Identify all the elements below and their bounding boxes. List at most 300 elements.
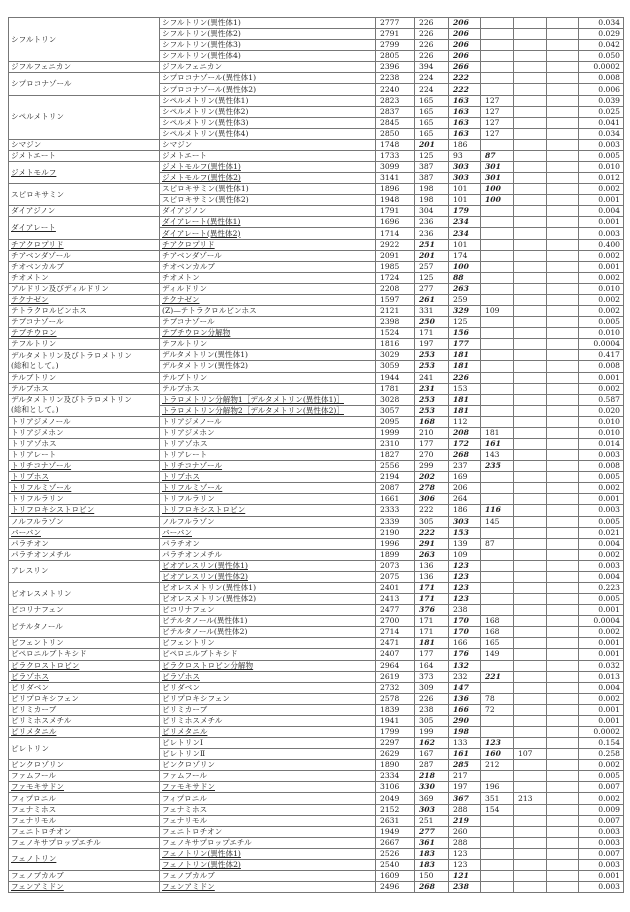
analyte-name: バーバン bbox=[160, 527, 376, 538]
ion-mz: 285 bbox=[449, 760, 481, 771]
retention-index: 2629 bbox=[376, 749, 415, 760]
value: 0.002 bbox=[579, 306, 624, 317]
ion-mz bbox=[481, 416, 514, 427]
analyte-name: フェナリモル bbox=[160, 815, 376, 826]
ion-mz bbox=[547, 339, 579, 350]
analyte-name: シフルトリン(異性体1) bbox=[160, 18, 376, 29]
ion-mz: 301 bbox=[481, 162, 514, 173]
analyte-name: テフルトリン bbox=[160, 339, 376, 350]
retention-index: 1839 bbox=[376, 704, 415, 715]
table-row bbox=[9, 516, 624, 527]
ion-mz bbox=[547, 859, 579, 870]
compound-name bbox=[9, 538, 160, 549]
ion-mz bbox=[481, 815, 514, 826]
ion-mz: 277 bbox=[415, 283, 449, 294]
value: 0.003 bbox=[579, 450, 624, 461]
ion-mz: 219 bbox=[449, 815, 481, 826]
ion-mz: 288 bbox=[449, 837, 481, 848]
compound-name-text: ビンクロゾリン bbox=[11, 760, 65, 770]
ion-mz bbox=[481, 40, 514, 51]
ion-mz bbox=[514, 715, 547, 726]
ion-mz bbox=[547, 405, 579, 416]
ion-mz bbox=[514, 804, 547, 815]
ion-mz: 206 bbox=[449, 483, 481, 494]
value: 0.034 bbox=[579, 128, 624, 139]
value: 0.008 bbox=[579, 461, 624, 472]
retention-index: 2799 bbox=[376, 40, 415, 51]
analyte-name: ピラクロストロビン分解物 bbox=[160, 660, 376, 671]
compound-name bbox=[9, 272, 160, 283]
analyte-name: フェニトロチオン bbox=[160, 826, 376, 837]
table-row bbox=[9, 139, 624, 150]
compound-name-text: トリアゾホス bbox=[11, 439, 57, 448]
ion-mz: 212 bbox=[481, 760, 514, 771]
ion-mz bbox=[547, 671, 579, 682]
analyte-name: トリアゾホス bbox=[160, 438, 376, 449]
ion-mz bbox=[514, 438, 547, 449]
ion-mz bbox=[547, 372, 579, 383]
ion-mz: 127 bbox=[481, 128, 514, 139]
ion-mz bbox=[514, 62, 547, 73]
retention-index: 2398 bbox=[376, 317, 415, 328]
ion-mz bbox=[547, 239, 579, 250]
ion-mz bbox=[514, 605, 547, 616]
retention-index: 2667 bbox=[376, 837, 415, 848]
compound-name-text: ピリプロキシフェン bbox=[11, 693, 79, 703]
analyte-name: ファムフール bbox=[160, 771, 376, 782]
ion-mz: 147 bbox=[449, 682, 481, 693]
retention-index: 2526 bbox=[376, 848, 415, 859]
compound-name-text: トリフルラリン bbox=[11, 494, 64, 504]
ion-mz: 145 bbox=[481, 516, 514, 527]
ion-mz bbox=[547, 228, 579, 239]
compound-name bbox=[9, 660, 160, 671]
ion-mz bbox=[514, 638, 547, 649]
table-row bbox=[9, 793, 624, 804]
value: 0.004 bbox=[579, 206, 624, 217]
ion-mz: 163 bbox=[449, 128, 481, 139]
ion-mz: 198 bbox=[415, 195, 449, 206]
ion-mz: 181 bbox=[449, 361, 481, 372]
table-row bbox=[9, 582, 624, 593]
compound-name bbox=[9, 438, 160, 449]
ion-mz: 351 bbox=[481, 793, 514, 804]
compound-name-text: フェニトロチオン bbox=[11, 826, 72, 836]
ion-mz: 226 bbox=[415, 693, 449, 704]
table-row bbox=[9, 350, 624, 361]
analyte-name: トリアジメノール bbox=[160, 416, 376, 427]
value: 0.001 bbox=[579, 494, 624, 505]
retention-index: 1941 bbox=[376, 715, 415, 726]
analyte-name: シフルトリン(異性体4) bbox=[160, 51, 376, 62]
ion-mz bbox=[547, 793, 579, 804]
ion-mz bbox=[547, 826, 579, 837]
ion-mz: 224 bbox=[415, 84, 449, 95]
ion-mz: 278 bbox=[415, 483, 449, 494]
ion-mz: 87 bbox=[481, 538, 514, 549]
retention-index: 1827 bbox=[376, 450, 415, 461]
retention-index: 2208 bbox=[376, 283, 415, 294]
value: 0.006 bbox=[579, 84, 624, 95]
ion-mz bbox=[481, 715, 514, 726]
ion-mz: 132 bbox=[449, 660, 481, 671]
ion-mz bbox=[547, 73, 579, 84]
ion-mz bbox=[514, 139, 547, 150]
compound-name bbox=[9, 150, 160, 161]
ion-mz bbox=[481, 848, 514, 859]
ion-mz: 303 bbox=[415, 804, 449, 815]
retention-index: 2095 bbox=[376, 416, 415, 427]
compound-name-text: ピコリナフェン bbox=[11, 605, 64, 615]
compound-name bbox=[9, 139, 160, 150]
value: 0.010 bbox=[579, 427, 624, 438]
value: 0.042 bbox=[579, 40, 624, 51]
value: 0.041 bbox=[579, 117, 624, 128]
ion-mz bbox=[514, 283, 547, 294]
table-row bbox=[9, 771, 624, 782]
value: 0.002 bbox=[579, 272, 624, 283]
analyte-name: ピリミホスメチル bbox=[160, 715, 376, 726]
ion-mz: 165 bbox=[415, 95, 449, 106]
compound-name bbox=[9, 73, 160, 95]
value: 0.001 bbox=[579, 605, 624, 616]
retention-index: 2407 bbox=[376, 649, 415, 660]
table-row bbox=[9, 162, 624, 173]
retention-index: 2845 bbox=[376, 117, 415, 128]
ion-mz: 361 bbox=[415, 837, 449, 848]
ion-mz bbox=[547, 727, 579, 738]
retention-index: 1781 bbox=[376, 383, 415, 394]
ion-mz bbox=[547, 18, 579, 29]
ion-mz bbox=[481, 339, 514, 350]
compound-name bbox=[9, 328, 160, 339]
analyte-name: シペルメトリン(異性体2) bbox=[160, 106, 376, 117]
value: 0.008 bbox=[579, 361, 624, 372]
ion-mz: 181 bbox=[415, 638, 449, 649]
ion-mz bbox=[547, 328, 579, 339]
retention-index: 1890 bbox=[376, 760, 415, 771]
ion-mz bbox=[547, 383, 579, 394]
ion-mz: 304 bbox=[415, 206, 449, 217]
analyte-name: トリアレート bbox=[160, 450, 376, 461]
retention-index: 2837 bbox=[376, 106, 415, 117]
ion-mz bbox=[514, 261, 547, 272]
ion-mz bbox=[547, 693, 579, 704]
ion-mz: 331 bbox=[415, 306, 449, 317]
ion-mz: 78 bbox=[481, 693, 514, 704]
ion-mz: 161 bbox=[481, 438, 514, 449]
ion-mz: 376 bbox=[415, 605, 449, 616]
compound-name-text: パラチオン bbox=[11, 538, 49, 548]
value: 0.001 bbox=[579, 704, 624, 715]
ion-mz bbox=[514, 616, 547, 627]
ion-mz bbox=[481, 594, 514, 605]
analyte-name: ビテルタノール(異性体2) bbox=[160, 627, 376, 638]
ion-mz: 234 bbox=[449, 217, 481, 228]
ion-mz bbox=[481, 317, 514, 328]
analyte-name: ノルフルラゾン bbox=[160, 516, 376, 527]
ion-mz: 127 bbox=[481, 117, 514, 128]
ion-mz: 171 bbox=[415, 582, 449, 593]
ion-mz: 221 bbox=[481, 671, 514, 682]
ion-mz: 171 bbox=[415, 594, 449, 605]
ion-mz bbox=[514, 582, 547, 593]
compound-name-text: テクナゼン bbox=[11, 294, 49, 304]
ion-mz bbox=[547, 450, 579, 461]
ion-mz bbox=[514, 361, 547, 372]
ion-mz bbox=[514, 815, 547, 826]
ion-mz: 226 bbox=[415, 51, 449, 62]
ion-mz: 170 bbox=[449, 627, 481, 638]
ion-mz bbox=[514, 782, 547, 793]
compound-name bbox=[9, 95, 160, 139]
ion-mz bbox=[514, 51, 547, 62]
compound-name-text: トリアジメノール bbox=[11, 416, 71, 426]
table-row bbox=[9, 538, 624, 549]
pesticide-table bbox=[8, 17, 624, 893]
ion-mz bbox=[547, 40, 579, 51]
value: 0.005 bbox=[579, 317, 624, 328]
ion-mz: 166 bbox=[449, 638, 481, 649]
table-row bbox=[9, 505, 624, 516]
ion-mz: 288 bbox=[449, 804, 481, 815]
retention-index: 3057 bbox=[376, 405, 415, 416]
analyte-name: デルタメトリン(異性体2) bbox=[160, 361, 376, 372]
value: 0.0002 bbox=[579, 62, 624, 73]
compound-name bbox=[9, 848, 160, 870]
ion-mz bbox=[481, 549, 514, 560]
analyte-name: ピリメタニル bbox=[160, 727, 376, 738]
retention-index: 1985 bbox=[376, 261, 415, 272]
ion-mz: 305 bbox=[415, 715, 449, 726]
retention-index: 2791 bbox=[376, 29, 415, 40]
ion-mz bbox=[514, 150, 547, 161]
ion-mz: 277 bbox=[415, 826, 449, 837]
retention-index: 2471 bbox=[376, 638, 415, 649]
ion-mz: 263 bbox=[415, 549, 449, 560]
value: 0.400 bbox=[579, 239, 624, 250]
compound-name-text: ファモキサドン bbox=[11, 782, 65, 792]
ion-mz: 150 bbox=[415, 871, 449, 882]
ion-mz: 201 bbox=[415, 250, 449, 261]
ion-mz: 133 bbox=[449, 738, 481, 749]
analyte-name: フェンアミドン bbox=[160, 882, 376, 893]
ion-mz: 202 bbox=[415, 472, 449, 483]
ion-mz bbox=[481, 826, 514, 837]
ion-mz: 123 bbox=[449, 582, 481, 593]
value: 0.0004 bbox=[579, 339, 624, 350]
ion-mz bbox=[547, 250, 579, 261]
ion-mz bbox=[481, 294, 514, 305]
ion-mz: 181 bbox=[449, 394, 481, 405]
ion-mz bbox=[514, 472, 547, 483]
table-row bbox=[9, 483, 624, 494]
ion-mz bbox=[514, 405, 547, 416]
ion-mz bbox=[481, 837, 514, 848]
retention-index: 2075 bbox=[376, 571, 415, 582]
value: 0.001 bbox=[579, 195, 624, 206]
ion-mz: 197 bbox=[415, 339, 449, 350]
table-row bbox=[9, 339, 624, 350]
compound-name-text: フェンアミドン bbox=[11, 882, 64, 892]
compound-name bbox=[9, 184, 160, 206]
value: 0.039 bbox=[579, 95, 624, 106]
value: 0.003 bbox=[579, 837, 624, 848]
table-row bbox=[9, 184, 624, 195]
compound-name-text: ノルフルラゾン bbox=[11, 516, 64, 526]
analyte-name: チアベンダゾール bbox=[160, 250, 376, 261]
retention-index: 1791 bbox=[376, 206, 415, 217]
value: 0.002 bbox=[579, 383, 624, 394]
table-row bbox=[9, 527, 624, 538]
value: 0.001 bbox=[579, 261, 624, 272]
ion-mz: 222 bbox=[415, 527, 449, 538]
analyte-name: ピレトリンⅡ bbox=[160, 749, 376, 760]
ion-mz bbox=[547, 771, 579, 782]
ion-mz bbox=[514, 73, 547, 84]
table-row bbox=[9, 272, 624, 283]
table-row bbox=[9, 605, 624, 616]
ion-mz bbox=[547, 427, 579, 438]
ion-mz bbox=[547, 582, 579, 593]
ion-mz bbox=[514, 306, 547, 317]
table-row bbox=[9, 150, 624, 161]
compound-name-text: トリフロキシストロビン bbox=[11, 505, 95, 515]
ion-mz: 299 bbox=[415, 461, 449, 472]
compound-name bbox=[9, 804, 160, 815]
compound-name bbox=[9, 505, 160, 516]
value: 0.004 bbox=[579, 571, 624, 582]
ion-mz bbox=[514, 18, 547, 29]
value: 0.021 bbox=[579, 527, 624, 538]
ion-mz: 179 bbox=[449, 206, 481, 217]
compound-name bbox=[9, 461, 160, 472]
analyte-name: トラロメトリン分解物2［デルタメトリン(異性体2)］ bbox=[160, 405, 376, 416]
ion-mz bbox=[481, 605, 514, 616]
analyte-name: テブチウロン分解物 bbox=[160, 328, 376, 339]
ion-mz: 253 bbox=[415, 361, 449, 372]
retention-index: 2087 bbox=[376, 483, 415, 494]
ion-mz bbox=[481, 62, 514, 73]
table-row bbox=[9, 206, 624, 217]
value: 0.010 bbox=[579, 416, 624, 427]
compound-name bbox=[9, 317, 160, 328]
ion-mz bbox=[481, 350, 514, 361]
compound-name-text: ファムフール bbox=[11, 771, 57, 781]
value: 0.007 bbox=[579, 848, 624, 859]
ion-mz bbox=[514, 117, 547, 128]
retention-index: 1799 bbox=[376, 727, 415, 738]
retention-index: 2310 bbox=[376, 438, 415, 449]
analyte-name: シペルメトリン(異性体3) bbox=[160, 117, 376, 128]
analyte-name: テルブホス bbox=[160, 383, 376, 394]
ion-mz: 176 bbox=[449, 649, 481, 660]
retention-index: 2334 bbox=[376, 771, 415, 782]
ion-mz: 224 bbox=[415, 73, 449, 84]
ion-mz bbox=[547, 217, 579, 228]
compound-name bbox=[9, 261, 160, 272]
ion-mz: 174 bbox=[449, 250, 481, 261]
ion-mz bbox=[547, 549, 579, 560]
table-row bbox=[9, 383, 624, 394]
ion-mz: 164 bbox=[415, 660, 449, 671]
compound-name-text: ピリミカーブ bbox=[11, 704, 57, 714]
value: 0.001 bbox=[579, 638, 624, 649]
ion-mz bbox=[547, 317, 579, 328]
ion-mz: 253 bbox=[415, 394, 449, 405]
ion-mz: 100 bbox=[481, 195, 514, 206]
compound-name bbox=[9, 549, 160, 560]
ion-mz bbox=[481, 771, 514, 782]
table-row bbox=[9, 438, 624, 449]
analyte-name: (Z)—テトラクロルビンホス bbox=[160, 306, 376, 317]
ion-mz: 72 bbox=[481, 704, 514, 715]
retention-index: 2777 bbox=[376, 18, 415, 29]
compound-name bbox=[9, 605, 160, 616]
ion-mz: 116 bbox=[481, 505, 514, 516]
value: 0.020 bbox=[579, 405, 624, 416]
ion-mz bbox=[481, 272, 514, 283]
value: 0.005 bbox=[579, 594, 624, 605]
analyte-name: シマジン bbox=[160, 139, 376, 150]
value: 0.005 bbox=[579, 516, 624, 527]
compound-name bbox=[9, 283, 160, 294]
ion-mz bbox=[514, 760, 547, 771]
compound-name-text: トリアレート bbox=[11, 450, 57, 460]
ion-mz: 266 bbox=[449, 62, 481, 73]
value: 0.032 bbox=[579, 660, 624, 671]
ion-mz bbox=[514, 837, 547, 848]
analyte-name: ビオアレスリン(異性体1) bbox=[160, 560, 376, 571]
ion-mz bbox=[514, 162, 547, 173]
ion-mz bbox=[514, 727, 547, 738]
ion-mz bbox=[514, 848, 547, 859]
retention-index: 2922 bbox=[376, 239, 415, 250]
ion-mz bbox=[481, 372, 514, 383]
ion-mz: 112 bbox=[449, 416, 481, 427]
ion-mz: 186 bbox=[449, 139, 481, 150]
ion-mz bbox=[547, 394, 579, 405]
ion-mz bbox=[514, 649, 547, 660]
ion-mz: 222 bbox=[449, 73, 481, 84]
ion-mz bbox=[514, 29, 547, 40]
ion-mz bbox=[514, 95, 547, 106]
compound-name bbox=[9, 837, 160, 848]
value: 0.003 bbox=[579, 859, 624, 870]
ion-mz bbox=[514, 206, 547, 217]
retention-index: 2631 bbox=[376, 815, 415, 826]
analyte-name: トリアジメホン bbox=[160, 427, 376, 438]
ion-mz: 236 bbox=[415, 228, 449, 239]
ion-mz bbox=[547, 195, 579, 206]
ion-mz bbox=[481, 682, 514, 693]
ion-mz: 186 bbox=[449, 505, 481, 516]
analyte-name: フェノブカルブ bbox=[160, 871, 376, 882]
analyte-name: テブコナゾール bbox=[160, 317, 376, 328]
compound-name bbox=[9, 472, 160, 483]
retention-index: 2540 bbox=[376, 859, 415, 870]
ion-mz: 136 bbox=[449, 693, 481, 704]
table-row bbox=[9, 261, 624, 272]
ion-mz: 213 bbox=[514, 793, 547, 804]
ion-mz: 369 bbox=[415, 793, 449, 804]
retention-index: 2339 bbox=[376, 516, 415, 527]
ion-mz: 238 bbox=[415, 704, 449, 715]
ion-mz bbox=[514, 738, 547, 749]
ion-mz: 208 bbox=[449, 427, 481, 438]
table-row bbox=[9, 283, 624, 294]
compound-name bbox=[9, 727, 160, 738]
